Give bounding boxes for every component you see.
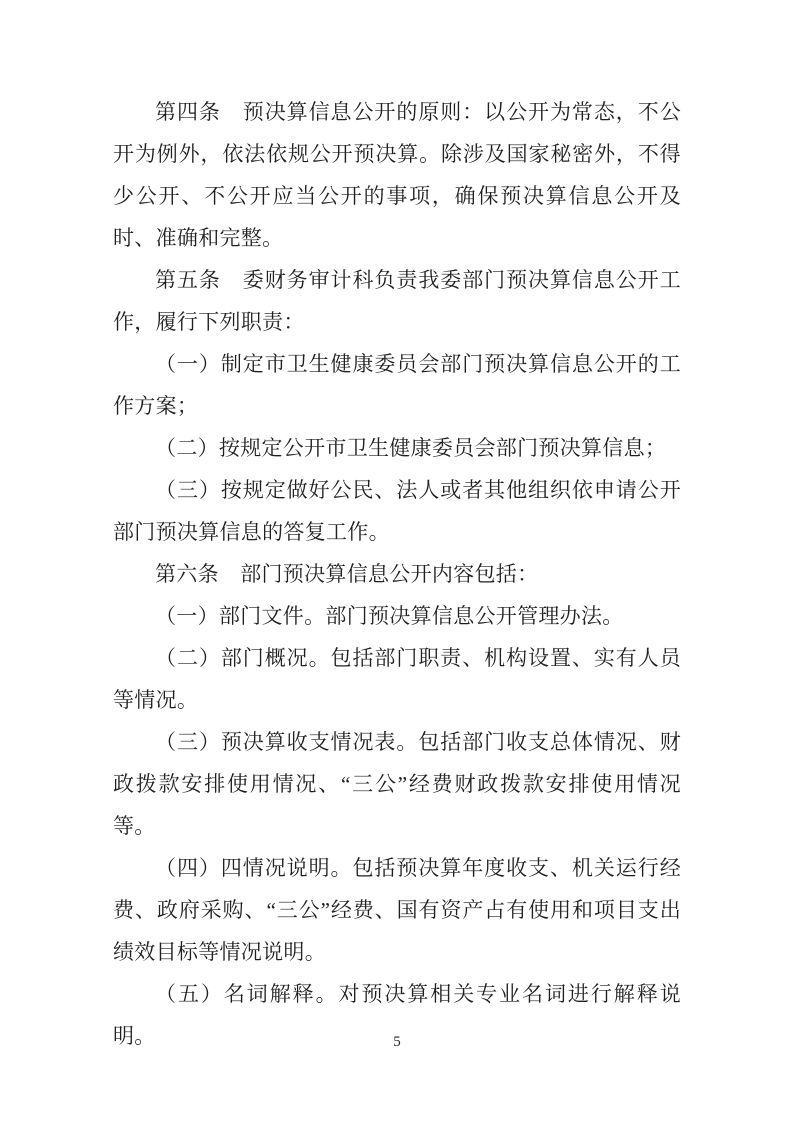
body-paragraph-article-6-item-2: （二）部门概况。包括部门职责、机构设置、实有人员等情况。 [113,646,681,712]
body-paragraph-article-6-item-5: （五）名词解释。对预决算相关专业名词进行解释说明。 [113,982,681,1048]
body-paragraph-article-6-item-1: （一）部门文件。部门预决算信息公开管理办法。 [155,604,624,628]
body-paragraph-article-4: 第四条 预决算信息公开的原则：以公开为常态，不公开为例外，依法依规公开预决算。除涉及国家秘密外，不得少公开、不公开应当公开的事项，确保预决算信息公开及时、准确和完整。 [113,100,681,250]
body-paragraph-article-6-item-3: （三）预决算收支情况表。包括部门收支总体情况、财政拨款安排使用情况、“三公”经费财政拨款安排使用情况等。 [113,730,681,838]
page-footer [0,1033,794,1051]
body-paragraph-article-5-item-2: （二）按规定公开市卫生健康委员会部门预决算信息； [155,436,667,460]
body-paragraph-article-5-item-1: （一）制定市卫生健康委员会部门预决算信息公开的工作方案； [113,352,681,418]
document-body [113,91,681,1057]
body-paragraph-article-6: 第六条 部门预决算信息公开内容包括： [155,562,539,586]
body-paragraph-article-5: 第五条 委财务审计科负责我委部门预决算信息公开工作，履行下列职责： [113,268,681,334]
body-paragraph-article-6-item-4: （四）四情况说明。包括预决算年度收支、机关运行经费、政府采购、“三公”经费、国有资产占有使用和项目支出绩效目标等情况说明。 [113,856,681,964]
body-paragraph-article-5-item-3: （三）按规定做好公民、法人或者其他组织依申请公开部门预决算信息的答复工作。 [113,478,681,544]
page-number: 5 [393,1034,401,1050]
